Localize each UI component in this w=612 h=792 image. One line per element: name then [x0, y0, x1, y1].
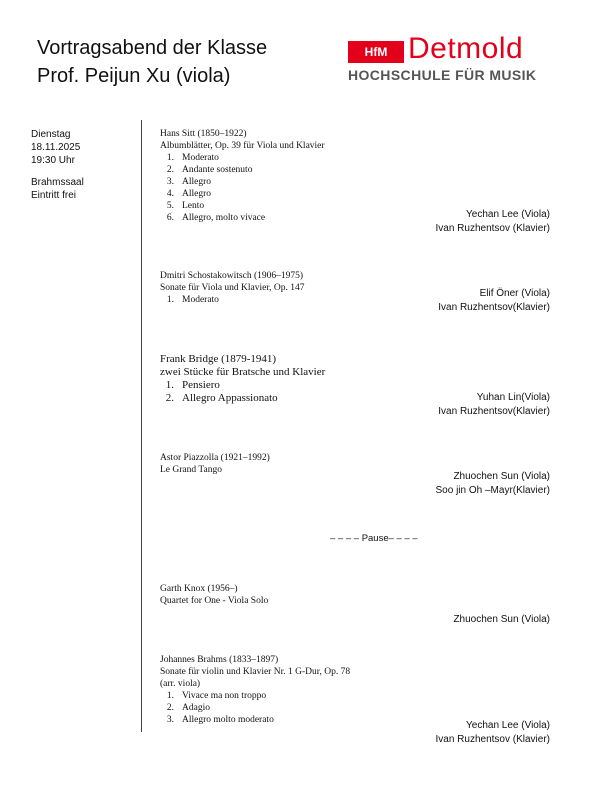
- movement-item: 2. Adagio: [166, 703, 210, 713]
- movement-item: 1. Moderato: [166, 295, 219, 305]
- performer: Yechan Lee (Viola): [466, 209, 550, 220]
- movement-item: 2. Andante sostenuto: [166, 165, 253, 175]
- movement-item: 6. Allegro, molto vivace: [166, 213, 266, 223]
- movement-item: 2. Allegro Appassionato: [165, 392, 278, 404]
- performer: Ivan Ruzhentsov (Klavier): [435, 223, 550, 234]
- performer: Elif Öner (Viola): [479, 288, 550, 299]
- performers-bridge: [438, 391, 550, 419]
- title-line-2: Prof. Peijun Xu (viola): [37, 65, 231, 87]
- composer: Garth Knox (1956–): [160, 584, 238, 594]
- performer: Soo jin Oh –Mayr(Klavier): [435, 485, 550, 496]
- intermission-label: – – – – Pause– – – –: [330, 533, 418, 544]
- movement-item: 5. Lento: [166, 201, 205, 211]
- program-item-brahms: [160, 654, 560, 726]
- composer: Dmitri Schostakowitsch (1906–1975): [160, 271, 304, 281]
- performers-sitt: [436, 208, 551, 236]
- logo-subtitle: HOCHSCHULE FÜR MUSIK: [348, 67, 537, 83]
- movement-item: 3. Allegro molto moderato: [166, 715, 274, 725]
- event-admission: Eintritt frei: [31, 190, 77, 201]
- performer: Ivan Ruzhentsov (Klavier): [435, 734, 550, 745]
- performers-piazzolla: [436, 470, 550, 498]
- composer: Johannes Brahms (1833–1897): [160, 655, 279, 665]
- event-venue: Brahmssaal: [31, 177, 84, 188]
- event-info: [31, 128, 84, 202]
- performer: Yechan Lee (Viola): [466, 720, 550, 731]
- work-title: Le Grand Tango: [160, 465, 222, 475]
- performers-brahms: [436, 719, 551, 747]
- program-item-knox: [160, 583, 560, 607]
- performer: Ivan Ruzhentsov(Klavier): [438, 406, 550, 417]
- logo-badge: HfM: [348, 41, 404, 63]
- composer: Hans Sitt (1850–1922): [160, 129, 247, 139]
- work-title: Sonate für violin und Klavier Nr. 1 G-Dur, Op. 78: [160, 667, 351, 677]
- event-time: 19:30 Uhr: [31, 155, 75, 166]
- event-date: 18.11.2025: [31, 142, 81, 153]
- performer: Zhuochen Sun (Viola): [453, 614, 550, 625]
- logo-name: Detmold: [408, 32, 524, 65]
- title-line-1: Vortragsabend der Klasse: [37, 37, 268, 59]
- performer: Ivan Ruzhentsov(Klavier): [438, 302, 550, 313]
- performers-knox: [453, 613, 550, 627]
- work-title: Sonate für Viola und Klavier, Op. 147: [160, 283, 305, 293]
- work-title: Quartet for One - Viola Solo: [160, 596, 269, 606]
- performer: Yuhan Lin(Viola): [476, 392, 550, 403]
- work-arrangement: (arr. viola): [160, 679, 201, 689]
- work-title: Albumblätter, Op. 39 für Viola und Klavier: [160, 141, 325, 151]
- hfm-detmold-logo: [348, 32, 556, 85]
- work-title: zwei Stücke für Bratsche und Klavier: [160, 366, 326, 378]
- concert-title: [37, 34, 267, 90]
- movement-item: 1. Vivace ma non troppo: [166, 691, 267, 701]
- movement-item: 1. Pensiero: [165, 379, 220, 391]
- movement-item: 3. Allegro: [166, 177, 212, 187]
- composer: Astor Piazzolla (1921–1992): [160, 453, 270, 463]
- performer: Zhuochen Sun (Viola): [453, 471, 550, 482]
- event-day: Dienstag: [31, 129, 71, 140]
- movement-item: 4. Allegro: [166, 189, 212, 199]
- performers-shostakovich: [438, 287, 550, 315]
- composer: Frank Bridge (1879-1941): [160, 353, 277, 365]
- movement-item: 1. Moderato: [166, 153, 219, 163]
- divider-line: [141, 120, 142, 732]
